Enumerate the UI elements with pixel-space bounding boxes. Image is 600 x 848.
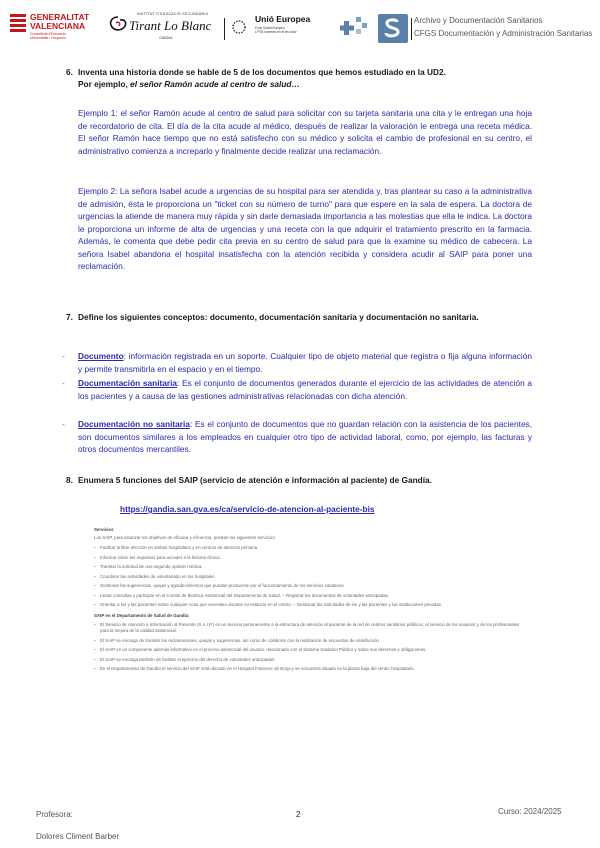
question-6	[66, 66, 548, 90]
generalitat-subtitle: Conselleria d'Educació, Universitats i Ocupació	[30, 32, 67, 40]
definition-term: Documentación sanitaria	[78, 378, 178, 388]
module-title	[414, 14, 600, 40]
question-6-prefix: Por ejemplo,	[78, 79, 128, 89]
question-8-text: Enumera 5 funciones del SAIP (servicio de atención e información al paciente) de Gandía.	[78, 475, 432, 485]
saip-gandia-item: ▪ El SAIP se encarga también de facilitar el ejercicio del derecho de voluntades anticipadas.	[94, 657, 524, 663]
footer-course: Curso: 2024/2025	[498, 807, 562, 816]
page-header	[0, 0, 600, 50]
example-1-paragraph: Ejemplo 1: el señor Ramón acude al centro de salud para solicitar con su tarjeta sanitaria una cita y le entregan una hoja de recordatorio de cita. El día de la cita acude al médico, después de realizar la valoración le entrega una receta médica. El señor Ramón hace tiempo que no está satisfecho con su médico y solicita el cambio de profesional en su centro, el administrativo comienza a increparlo y finalmente decide realizar una reclamación.	[78, 108, 532, 156]
saip-services-screenshot	[94, 527, 524, 807]
eu-title: Unió Europea	[255, 14, 311, 24]
header-separator-right	[411, 18, 412, 40]
services-item: ▪ Facilitar la libre elección en ámbito hospitalario y en centros de atención primaria.	[94, 545, 524, 551]
formacion-sanitaria-icon	[340, 11, 410, 45]
tirant-main-text: Tirant Lo Blanc	[129, 18, 212, 33]
tirant-lo-blanc-logo	[105, 12, 220, 44]
definition-term: Documentación no sanitaria	[78, 419, 190, 429]
services-item: ▪ Gestionar las sugerencias, quejas y agradecimientos que puedan producirse por el funcionamiento de los servicios sanitarios.	[94, 583, 524, 589]
definition-documento	[62, 350, 532, 375]
header-separator	[224, 18, 225, 40]
definition-text: : información registrada en un soporte. Cualquier tipo de objeto material que registra o fija alguna información y permite transmitirla en el espacio y en el tiempo.	[78, 351, 532, 374]
services-item: ▪ Llevar consultas y participar en el Comité de Bioética Asistencial del Departamento de Salud. – Registrar los documentos de voluntades anticipadas.	[94, 593, 524, 599]
saip-gandia-item: ▪ En el Departamento de Gandía el servicio del SAIP está ubicado en el Hospital Francesc de Borja y se encuentra situado en la planta baja del centro hospitalario.	[94, 666, 524, 672]
services-intro: Los SAIP, para alcanzar los objetivos de eficacia y eficiencia, prestan los siguientes servicios:	[94, 535, 276, 540]
definition-documentacion-sanitaria	[62, 377, 532, 402]
services-heading: Servicios	[94, 527, 114, 532]
definition-text: : Es el conjunto de documentos generados durante el ejercicio de las actividades de atención a los pacientes y a causa de las gestiones administrativas relacionadas con dicha atención.	[78, 378, 532, 401]
saip-gandia-heading: SAIP en el Departamento de Salud de Gandía:	[94, 613, 190, 618]
question-7-number: 7.	[66, 312, 73, 322]
definition-term: Documento	[78, 351, 124, 361]
definition-text: : Es el conjunto de documentos que no guardan relación con la asistencia de los pacientes, son documentos similares a los empleados en cualquier otro tipo de actividad laboral, como, por ejemplo, las facturas y otros documentos mercantiles.	[78, 419, 533, 454]
module-line-2: CFGS Documentación y Administración Sanitarias	[414, 29, 593, 38]
page-number: 2	[296, 810, 301, 819]
footer-teacher-label: Profesora:	[36, 810, 73, 819]
generalitat-emblem-icon	[10, 14, 26, 36]
question-8	[66, 474, 548, 486]
question-7-text: Define los siguientes conceptos: documento, documentación sanitaria y documentación no sanitaria.	[78, 312, 479, 322]
question-6-text: Inventa una historia donde se hable de 5 de los documentos que hemos estudiado en la UD2.	[78, 67, 446, 77]
eu-subtitle: Fons Social Europeu L'FSE inverteix en el teu futur	[255, 26, 297, 34]
generalitat-title: GENERALITAT VALENCIANA	[30, 12, 90, 31]
tirant-swirl-icon	[107, 15, 129, 35]
question-6-number: 6.	[66, 67, 73, 77]
footer-teacher-name: Dolores Climent Barber	[36, 832, 120, 841]
bullet-dash: -	[62, 351, 65, 361]
services-item: ▪ Informar sobre los requisitos para acceder a la historia clínica.	[94, 555, 524, 561]
module-line-1: Archivo y Documentación Sanitarios	[414, 16, 543, 25]
tirant-top-text: INSTITUT D'EDUCACIÓ SECUNDÀRIA	[137, 12, 209, 16]
saip-gandia-item: ▪ El Servicio de Atención e Información al Paciente (S.A.I.P.) es un servicio perteneciente a la estructura de atención al paciente de la red de centros sanitarios públicos, al servicio de los usuarios y de los profesionales para la mejora de la calidad asistencial.	[94, 622, 524, 634]
definition-documentacion-no-sanitaria	[62, 418, 533, 456]
saip-gandia-link[interactable]: https://gandia.san.gva.es/ca/servicio-de-atencion-al-paciente-bis	[120, 504, 375, 514]
question-6-italic: el señor Ramón acude al centro de salud…	[130, 79, 300, 89]
saip-gandia-item: ▪ El SAIP se encarga de tramitar las reclamaciones, quejas y sugerencias, así como de colaborar con la realización de encuestas de satisfacción.	[94, 638, 524, 644]
services-item: ▪ Orientar a los y las pacientes sobre cualquier cosa que necesiten durante su estancia en el centro. – Gestionar las solicitudes de los y las pacientes y las instituciones privadas.	[94, 602, 524, 608]
question-8-number: 8.	[66, 475, 73, 485]
bullet-dash: -	[62, 378, 65, 388]
question-6-example-line	[78, 78, 548, 90]
stars-circle-icon	[231, 19, 247, 35]
services-item: ▪ Coordinar las actividades de voluntariado en los hospitales.	[94, 574, 524, 580]
question-7	[66, 311, 533, 323]
bullet-dash: -	[62, 419, 65, 429]
european-union-logo	[255, 14, 337, 44]
generalitat-logo	[10, 12, 102, 42]
services-item: ▪ Tramitar la solicitud de una segunda opinión médica.	[94, 564, 524, 570]
example-2-paragraph: Ejemplo 2: La señora Isabel acude a urgencias de su hospital para ser atendida y, tras plantear su caso a la administrativa de admisión, ésta le proporciona un "ticket con su número de turno" para que espere en la sala de espera. La doctora de urgencias la atiende de manera muy rápida y sin darle demasiada importancia a las molestias que ella le indica. La doctora le proporciona un informe de alta de urgencias y una receta con la que adquirir el tratamiento prescrito en la farmacia. Además, le comenta que debe pedir cita previa en su centro de salud para que la examine su médico de cabecera. La señora Isabel abandona el hospital insatisfecha con la atención recibida y considera acudir al SAIP para poner una reclamación.	[78, 186, 532, 271]
tirant-foot-text: GANDIA	[159, 36, 173, 40]
saip-gandia-item: ▪ El SAIP es un componente además informativo en el proceso asistencial del usuario, relacionado con el Sistema Sanitario Público y sobre sus derechos y obligaciones.	[94, 647, 524, 653]
footer-teacher	[36, 804, 119, 848]
